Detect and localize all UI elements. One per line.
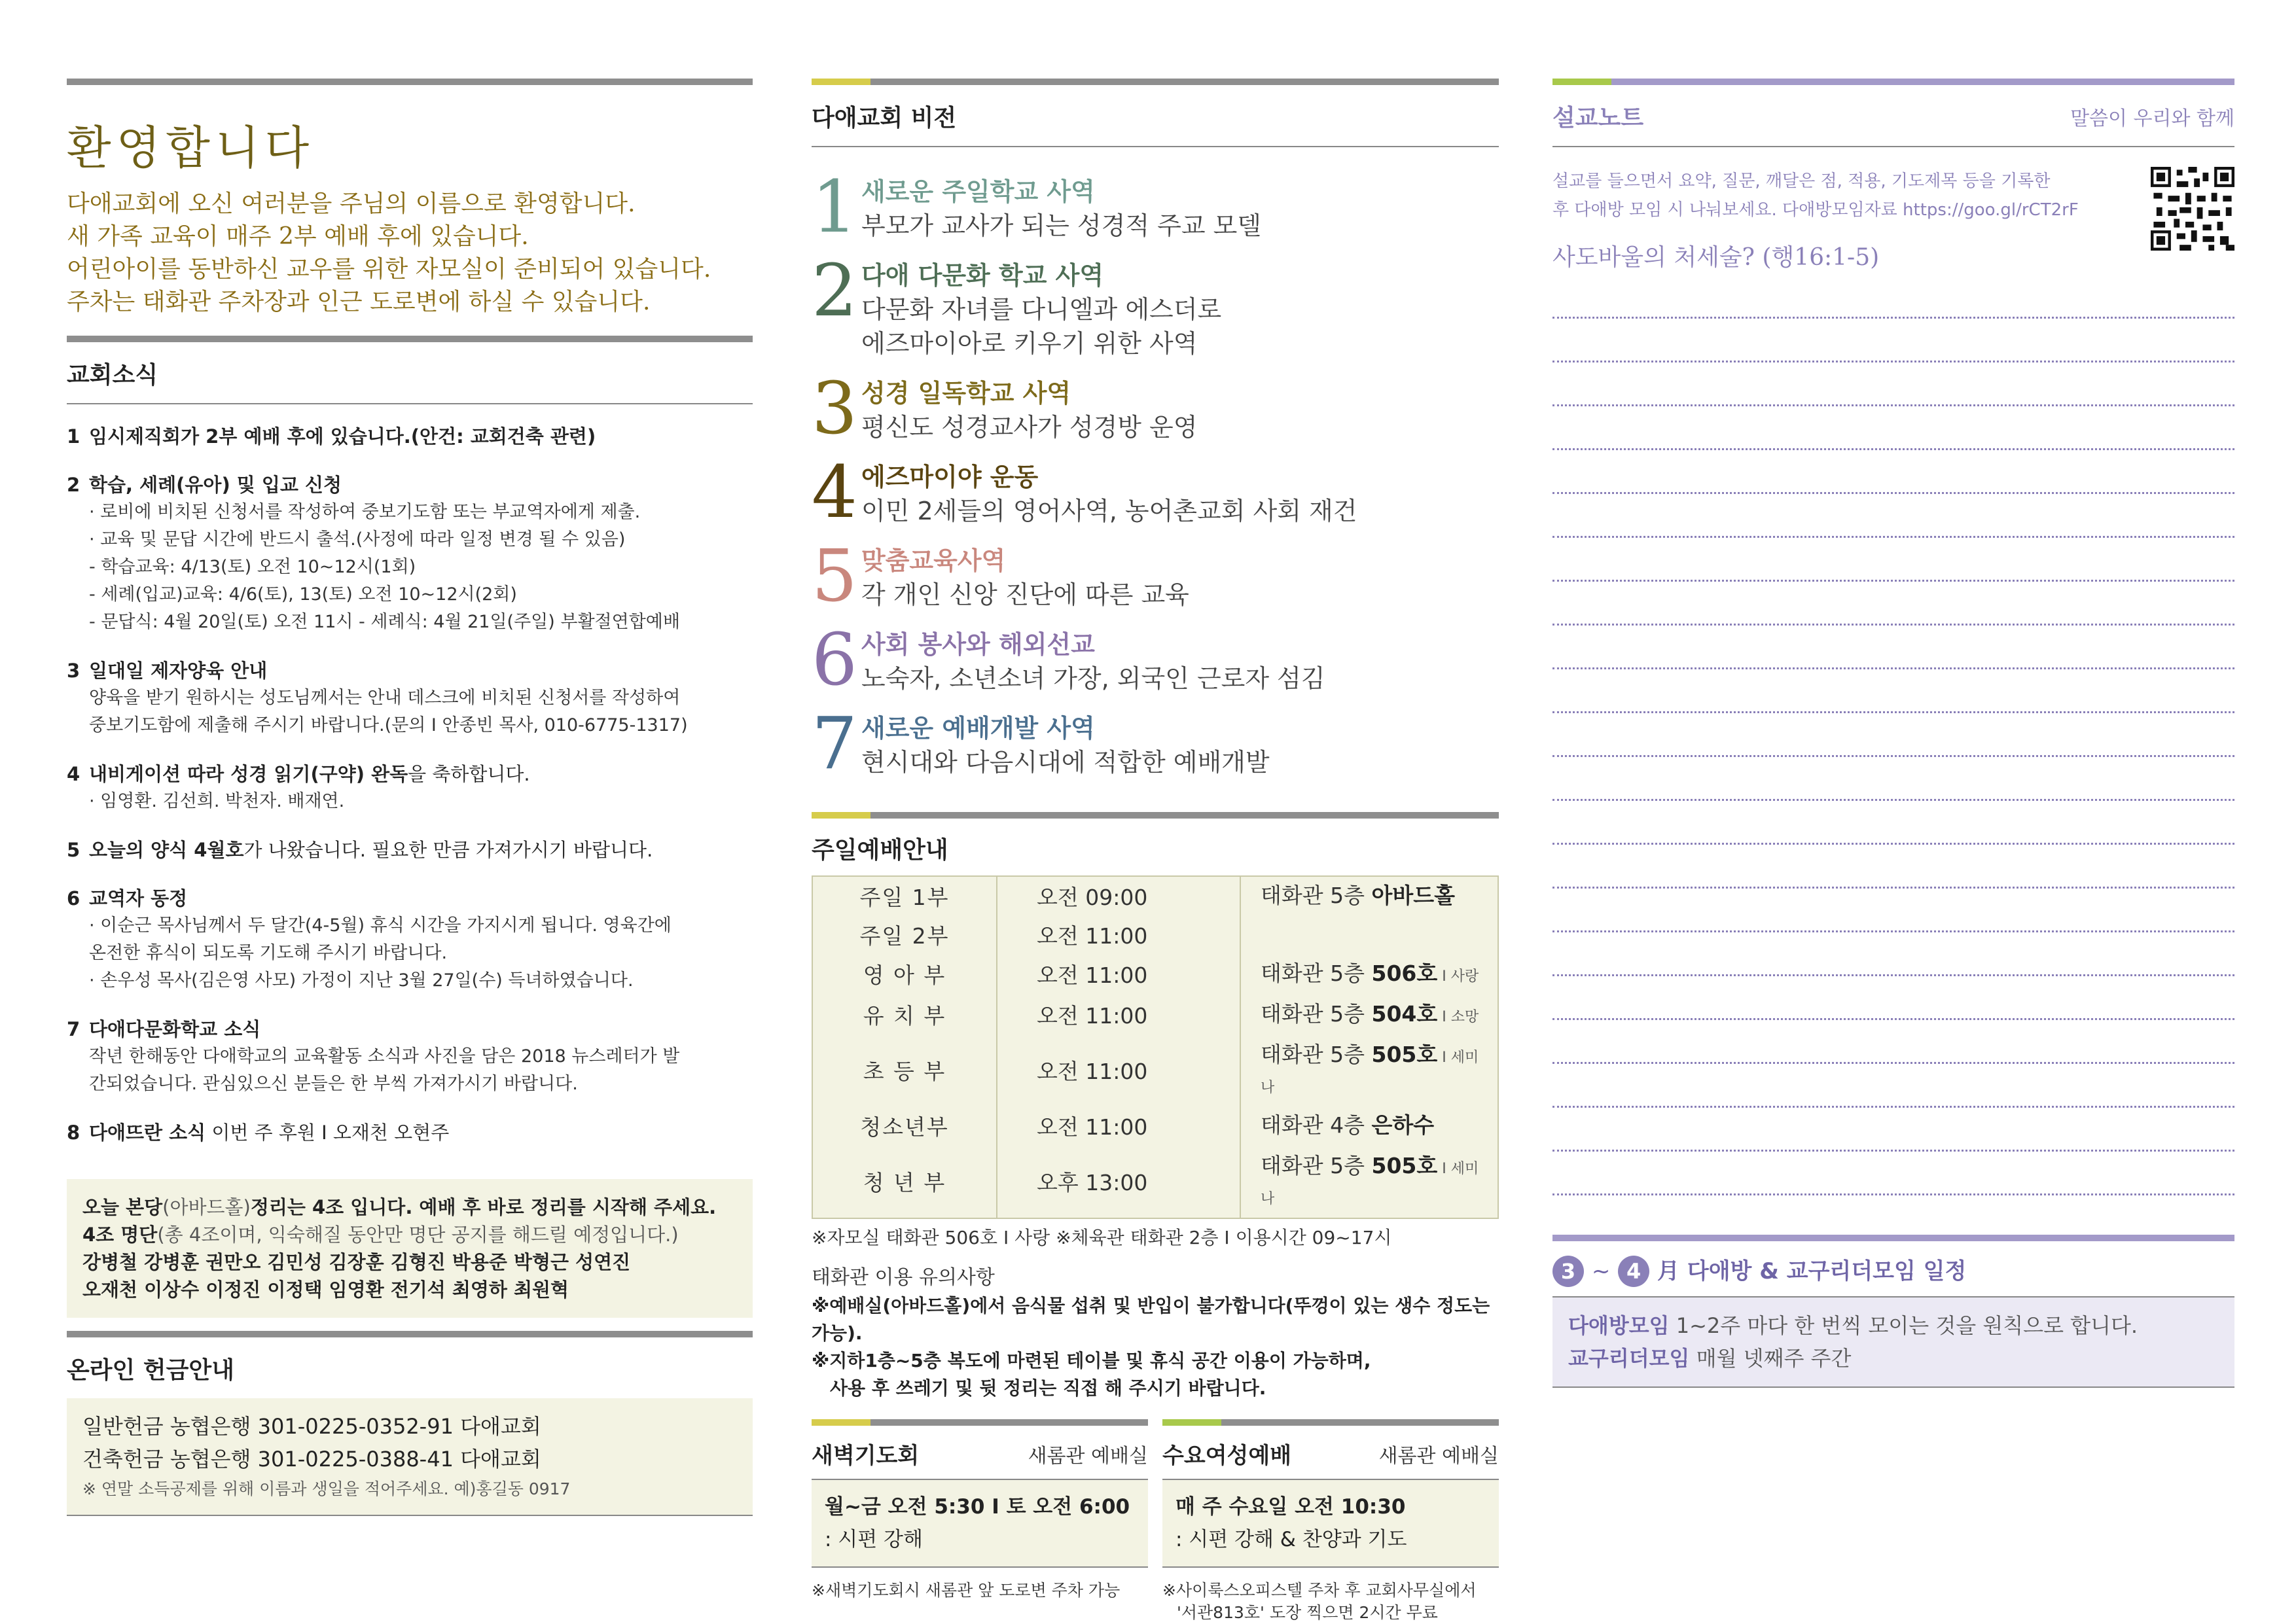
vision-number: 3 bbox=[812, 366, 857, 450]
meeting-label: 교구리더모임 bbox=[1568, 1346, 1690, 1371]
vision-title: 사회 봉사와 해외선교 bbox=[861, 630, 1095, 659]
vision-title: 성경 일독학교 사역 bbox=[861, 379, 1071, 408]
news-detail: · 이순근 목사님께서 두 달간(4-5월) 휴식 시간을 가지시게 됩니다. 영육간에 bbox=[89, 915, 672, 936]
cleanup-text: 오늘 본당 bbox=[82, 1196, 163, 1218]
top-bar bbox=[1552, 79, 2234, 85]
room-tag: I 사랑 bbox=[1437, 968, 1479, 985]
note-line[interactable] bbox=[1552, 406, 2234, 450]
news-heading: 내비게이션 따라 성경 읽기(구약) 완독 bbox=[89, 763, 408, 785]
sermon-header bbox=[1552, 85, 2234, 146]
room-tag: I 소망 bbox=[1437, 1009, 1479, 1025]
dawn-topic: : 시편 강해 bbox=[825, 1528, 923, 1551]
vision-description: 부모가 교사가 되는 성경적 주교 모델 bbox=[861, 211, 1262, 240]
news-detail: - 세례(입교)교육: 4/6(토), 13(토) 오전 10~12시(2회) bbox=[89, 584, 517, 605]
note-line[interactable] bbox=[1552, 1064, 2234, 1108]
vision-number: 4 bbox=[812, 450, 857, 534]
divider bbox=[67, 1515, 753, 1516]
news-item bbox=[67, 836, 753, 864]
cleanup-text: 4조 명단 bbox=[82, 1224, 158, 1246]
cleanup-names: 강병철 강병훈 권만오 김민성 김장훈 김형진 박용준 박형근 성연진 bbox=[82, 1251, 631, 1273]
service-name: 청 년 부 bbox=[812, 1147, 997, 1218]
wednesday-topic: : 시편 강해 & 찬양과 기도 bbox=[1175, 1528, 1407, 1551]
dawn-note: ※새벽기도회시 새롬관 앞 도로변 주차 가능 bbox=[812, 1581, 1121, 1600]
meeting-title: 月 다애방 & 교구리더모임 일정 bbox=[1657, 1258, 1967, 1284]
month-tilde: ~ bbox=[1591, 1258, 1611, 1284]
vision-item bbox=[812, 165, 1499, 249]
donation-note: ※ 연말 소득공제를 위해 이름과 생일을 적어주세요. 예)홍길동 0917 bbox=[82, 1479, 571, 1498]
dawn-box bbox=[812, 1479, 1148, 1566]
news-heading: 교역자 동정 bbox=[89, 887, 188, 909]
note-line[interactable] bbox=[1552, 801, 2234, 845]
vision-number: 6 bbox=[812, 618, 857, 701]
divider bbox=[812, 146, 1499, 147]
note-line[interactable] bbox=[1552, 976, 2234, 1020]
wednesday-note: ※사이룩스오피스텔 주차 후 교회사무실에서 bbox=[1162, 1581, 1477, 1600]
weekday-services bbox=[812, 1419, 1499, 1624]
account-line: 일반헌금 농협은행 301-0225-0352-91 다애교회 bbox=[82, 1414, 541, 1439]
middle-column bbox=[812, 79, 1499, 1624]
welcome-line: 어린아이를 동반하신 교우를 위한 자모실이 준비되어 있습니다. bbox=[67, 256, 711, 283]
room-name: 506호 bbox=[1371, 961, 1438, 986]
worship-row bbox=[812, 1036, 1498, 1106]
vision-item bbox=[812, 450, 1499, 534]
news-item bbox=[67, 471, 753, 636]
vision-title: 에즈마이야 운동 bbox=[861, 463, 1039, 491]
news-heading: 임시제직회가 2부 예배 후에 있습니다.(안건: 교회건축 관련) bbox=[89, 425, 596, 448]
news-detail: 작년 한해동안 다애학교의 교육활동 소식과 사진을 담은 2018 뉴스레터가 발 bbox=[89, 1046, 680, 1067]
note-line[interactable] bbox=[1552, 1108, 2234, 1152]
vision-title: 다애교회 비전 bbox=[812, 105, 957, 132]
worship-title: 주일예배안내 bbox=[812, 837, 948, 864]
vision-title: 맞춤교육사역 bbox=[861, 546, 1006, 575]
news-detail: - 문답식: 4월 20일(토) 오전 11시 - 세례식: 4월 21일(주일) 부활절연합예배 bbox=[89, 612, 680, 632]
note-line[interactable] bbox=[1552, 889, 2234, 932]
cleanup-text: (총 4조이며, 익숙해질 동안만 명단 공지를 해드릴 예정입니다.) bbox=[157, 1224, 679, 1246]
news-list bbox=[67, 423, 753, 1146]
sermon-description: 설교를 들으면서 요약, 질문, 깨달은 점, 적용, 기도제목 등을 기록한 bbox=[1552, 171, 2051, 191]
vision-item bbox=[812, 366, 1499, 450]
room-tag: I 세미나 bbox=[1261, 1161, 1479, 1207]
news-detail: 온전한 휴식이 되도록 기도해 주시기 바랍니다. bbox=[89, 943, 448, 963]
divider bbox=[812, 1566, 1148, 1568]
donation-box bbox=[67, 1398, 753, 1515]
service-name: 주일 1부 bbox=[812, 876, 997, 917]
service-place bbox=[1240, 876, 1498, 917]
note-line[interactable] bbox=[1552, 275, 2234, 319]
news-number: 6 bbox=[67, 887, 81, 909]
note-line[interactable] bbox=[1552, 669, 2234, 713]
account-line: 건축헌금 농협은행 301-0225-0388-41 다애교회 bbox=[82, 1447, 541, 1472]
right-column bbox=[1552, 79, 2234, 1388]
news-heading-tail: 가 나왔습니다. 필요한 만큼 가져가시기 바랍니다. bbox=[243, 839, 653, 861]
vision-title: 다애 다문화 학교 사역 bbox=[861, 261, 1104, 290]
service-place bbox=[1240, 1147, 1498, 1218]
place-text: 태화관 5층 bbox=[1261, 883, 1372, 908]
usage-line: 사용 후 쓰레기 및 뒷 정리는 직접 해 주시기 바랍니다. bbox=[830, 1377, 1266, 1399]
worship-row bbox=[812, 1106, 1498, 1147]
news-heading-tail: 을 축하합니다. bbox=[408, 763, 530, 785]
note-line[interactable] bbox=[1552, 494, 2234, 538]
note-lines[interactable] bbox=[1552, 275, 2234, 1195]
news-detail: · 로비에 비치된 신청서를 작성하여 중보기도함 또는 부교역자에게 제출. bbox=[89, 502, 641, 522]
news-item bbox=[67, 1015, 753, 1098]
meeting-text: 매월 넷째주 주간 bbox=[1689, 1346, 1852, 1371]
news-detail: 중보기도함에 제출해 주시기 바랍니다.(문의 I 안종빈 목사, 010-6775-1317) bbox=[89, 715, 688, 735]
sermon-scripture: 사도바울의 처세술? (행16:1-5) bbox=[1552, 244, 1880, 271]
wednesday-time: 매 주 수요일 오전 10:30 bbox=[1175, 1495, 1406, 1519]
welcome-line: 새 가족 교육이 매주 2부 예배 후에 있습니다. bbox=[67, 223, 529, 250]
meeting-label: 다애방모임 bbox=[1568, 1313, 1670, 1338]
dawn-prayer-section bbox=[812, 1419, 1148, 1624]
vision-item bbox=[812, 249, 1499, 361]
news-detail: · 교육 및 문답 시간에 반드시 출석.(사정에 따라 일정 변경 될 수 있음) bbox=[89, 529, 626, 550]
welcome-title: 환영합니다 bbox=[67, 121, 315, 175]
room-name: 504호 bbox=[1371, 1001, 1438, 1027]
news-detail: - 학습교육: 4/13(토) 오전 10~12시(1회) bbox=[89, 557, 416, 577]
service-time: 오전 09:00 bbox=[997, 876, 1240, 917]
note-line[interactable] bbox=[1552, 362, 2234, 406]
sermon-description: 후 다애방 모임 시 나눠보세요. 다애방모임자료 https://goo.gl/rCT2rF bbox=[1552, 200, 2079, 220]
vision-title: 새로운 예배개발 사역 bbox=[861, 714, 1095, 743]
divider bbox=[67, 403, 753, 404]
news-number: 2 bbox=[67, 474, 81, 496]
service-name: 청소년부 bbox=[812, 1106, 997, 1147]
section-bar bbox=[1162, 1419, 1499, 1426]
note-line[interactable] bbox=[1552, 538, 2234, 582]
news-heading: 오늘의 양식 4월호 bbox=[89, 839, 244, 861]
vision-item bbox=[812, 618, 1499, 701]
news-heading: 다애다문화학교 소식 bbox=[89, 1018, 261, 1040]
section-bar bbox=[67, 336, 753, 342]
dawn-title: 새벽기도회 bbox=[812, 1443, 920, 1469]
service-time: 오전 11:00 bbox=[997, 995, 1240, 1036]
meeting-box bbox=[1552, 1296, 2234, 1386]
sermon-title: 설교노트 bbox=[1552, 105, 1644, 132]
qr-code-icon[interactable] bbox=[2151, 167, 2234, 251]
news-heading: 일대일 제자양육 안내 bbox=[89, 660, 268, 682]
news-item bbox=[67, 1119, 753, 1146]
usage-line: ※예배실(아바드홀)에서 음식물 섭취 및 반입이 불가합니다(뚜껑이 있는 생수 정도는 가능). bbox=[812, 1295, 1490, 1344]
service-place bbox=[1240, 1106, 1498, 1147]
note-line[interactable] bbox=[1552, 1020, 2234, 1064]
news-number: 1 bbox=[67, 425, 81, 448]
vision-number: 1 bbox=[812, 165, 857, 249]
cleanup-text: (아바드홀) bbox=[162, 1196, 251, 1218]
month-to-badge: 4 bbox=[1618, 1256, 1649, 1287]
note-line[interactable] bbox=[1552, 450, 2234, 494]
wednesday-note: '서관813호' 도장 찍으면 2시간 무료 bbox=[1177, 1603, 1438, 1622]
place-text: 태화관 4층 bbox=[1261, 1112, 1372, 1138]
divider bbox=[1552, 1386, 2234, 1388]
welcome-line: 다애교회에 오신 여러분을 주님의 이름으로 환영합니다. bbox=[67, 190, 636, 217]
wednesday-box bbox=[1162, 1479, 1499, 1566]
news-item bbox=[67, 885, 753, 995]
donation-title: 온라인 헌금안내 bbox=[67, 1357, 234, 1384]
worship-extra: ※자모실 태화관 506호 I 사랑 ※체육관 태화관 2층 I 이용시간 09~17시 bbox=[812, 1227, 1392, 1248]
room-name: 505호 bbox=[1371, 1042, 1438, 1067]
service-place bbox=[1240, 955, 1498, 995]
news-heading: 학습, 세례(유아) 및 입교 신청 bbox=[89, 474, 342, 496]
cleanup-names: 오재천 이상수 이정진 이정택 임영환 전기석 최영하 최원혁 bbox=[82, 1279, 569, 1301]
room-name: 은하수 bbox=[1371, 1112, 1435, 1138]
vision-list bbox=[812, 165, 1499, 785]
service-name: 영 아 부 bbox=[812, 955, 997, 995]
vision-description: 평신도 성경교사가 성경방 운영 bbox=[861, 413, 1198, 442]
news-number: 3 bbox=[67, 660, 81, 682]
news-item bbox=[67, 760, 753, 815]
service-time: 오전 11:00 bbox=[997, 1106, 1240, 1147]
news-detail: 간되었습니다. 관심있으신 분들은 한 부씩 가져가시기 바랍니다. bbox=[89, 1074, 578, 1094]
news-detail: 양육을 받기 원하시는 성도님께서는 안내 데스크에 비치된 신청서를 작성하여 bbox=[89, 688, 681, 708]
room-tag: I 세미나 bbox=[1261, 1050, 1479, 1096]
sermon-subtitle: 말씀이 우리와 함께 bbox=[2070, 107, 2234, 130]
news-detail: · 손우성 목사(김은영 사모) 가정이 지난 3월 27일(수) 득녀하였습니다. bbox=[89, 970, 634, 991]
worship-row bbox=[812, 917, 1498, 955]
vision-description: 각 개인 신앙 진단에 따른 교육 bbox=[861, 580, 1189, 609]
top-bar bbox=[67, 79, 753, 85]
dawn-place: 새롬관 예배실 bbox=[1028, 1444, 1148, 1468]
worship-row bbox=[812, 995, 1498, 1036]
section-bar bbox=[67, 1331, 753, 1337]
cleanup-text: 정리는 4조 입니다. 예배 후 바로 정리를 시작해 주세요. bbox=[250, 1196, 717, 1218]
usage-line: ※지하1층~5층 복도에 마련된 테이블 및 휴식 공간 이용이 가능하며, bbox=[812, 1350, 1371, 1371]
room-name: 505호 bbox=[1371, 1153, 1438, 1178]
wednesday-place: 새롬관 예배실 bbox=[1378, 1444, 1499, 1468]
wednesday-section bbox=[1162, 1419, 1499, 1624]
place-text: 태화관 5층 bbox=[1261, 1001, 1372, 1027]
note-line[interactable] bbox=[1552, 626, 2234, 669]
section-bar bbox=[812, 1419, 1148, 1426]
dawn-time: 월~금 오전 5:30 I 토 오전 6:00 bbox=[825, 1495, 1130, 1519]
vision-description: 현시대와 다음시대에 적합한 예배개발 bbox=[861, 748, 1270, 777]
service-place bbox=[1240, 1036, 1498, 1106]
vision-description: 다문화 자녀를 다니엘과 에스더로 bbox=[861, 295, 1222, 324]
divider bbox=[1162, 1566, 1499, 1568]
news-number: 8 bbox=[67, 1121, 81, 1144]
note-line[interactable] bbox=[1552, 1152, 2234, 1195]
welcome-line: 주차는 태화관 주차장과 인근 도로변에 하실 수 있습니다. bbox=[67, 289, 651, 315]
wednesday-title: 수요여성예배 bbox=[1162, 1443, 1292, 1469]
worship-row bbox=[812, 876, 1498, 917]
note-line[interactable] bbox=[1552, 582, 2234, 626]
place-text: 태화관 5층 bbox=[1261, 1042, 1372, 1067]
service-time: 오전 11:00 bbox=[997, 917, 1240, 955]
vision-number: 7 bbox=[812, 701, 857, 785]
worship-table bbox=[812, 875, 1499, 1219]
meeting-title-row bbox=[1552, 1241, 2234, 1296]
service-place bbox=[1240, 995, 1498, 1036]
vision-number: 5 bbox=[812, 534, 857, 618]
top-bar bbox=[812, 79, 1499, 85]
vision-item bbox=[812, 701, 1499, 785]
divider bbox=[1552, 146, 2234, 147]
news-detail: · 임영환. 김선희. 박천자. 배재연. bbox=[89, 791, 345, 811]
service-name: 초 등 부 bbox=[812, 1036, 997, 1106]
worship-row bbox=[812, 1147, 1498, 1218]
news-heading-tail: 이번 주 후원 I 오재천 오현주 bbox=[206, 1121, 450, 1144]
vision-item bbox=[812, 534, 1499, 618]
place-text: 태화관 5층 bbox=[1261, 961, 1372, 986]
vision-description: 에즈마이아로 키우기 위한 사역 bbox=[861, 329, 1198, 358]
service-time: 오후 13:00 bbox=[997, 1147, 1240, 1218]
note-line[interactable] bbox=[1552, 319, 2234, 362]
room-name: 아바드홀 bbox=[1371, 883, 1456, 908]
news-number: 7 bbox=[67, 1018, 81, 1040]
news-item bbox=[67, 657, 753, 739]
note-line[interactable] bbox=[1552, 757, 2234, 801]
service-name: 유 치 부 bbox=[812, 995, 997, 1036]
service-time: 오전 11:00 bbox=[997, 955, 1240, 995]
news-item bbox=[67, 423, 753, 450]
note-line[interactable] bbox=[1552, 932, 2234, 976]
news-number: 4 bbox=[67, 763, 81, 785]
left-column bbox=[67, 79, 753, 1516]
place-text: 태화관 5층 bbox=[1261, 1153, 1372, 1178]
meeting-text: 1~2주 마다 한 번씩 모이는 것을 원칙으로 합니다. bbox=[1669, 1313, 2138, 1338]
section-bar bbox=[812, 812, 1499, 819]
note-line[interactable] bbox=[1552, 845, 2234, 889]
vision-description: 이민 2세들의 영어사역, 농어촌교회 사회 재건 bbox=[861, 497, 1357, 525]
service-time: 오전 11:00 bbox=[997, 1036, 1240, 1106]
news-heading: 다애뜨란 소식 bbox=[89, 1121, 206, 1144]
service-place bbox=[1240, 917, 1498, 955]
section-bar bbox=[1552, 1235, 2234, 1241]
vision-description: 노숙자, 소년소녀 가장, 외국인 근로자 섬김 bbox=[861, 664, 1325, 693]
worship-row bbox=[812, 955, 1498, 995]
note-line[interactable] bbox=[1552, 713, 2234, 757]
cleanup-notice bbox=[67, 1179, 753, 1318]
news-number: 5 bbox=[67, 839, 81, 861]
usage-title: 태화관 이용 유의사항 bbox=[812, 1266, 995, 1289]
news-title: 교회소식 bbox=[67, 362, 158, 389]
month-from-badge: 3 bbox=[1552, 1256, 1584, 1287]
service-name: 주일 2부 bbox=[812, 917, 997, 955]
vision-title: 새로운 주일학교 사역 bbox=[861, 177, 1095, 206]
vision-number: 2 bbox=[812, 249, 857, 332]
